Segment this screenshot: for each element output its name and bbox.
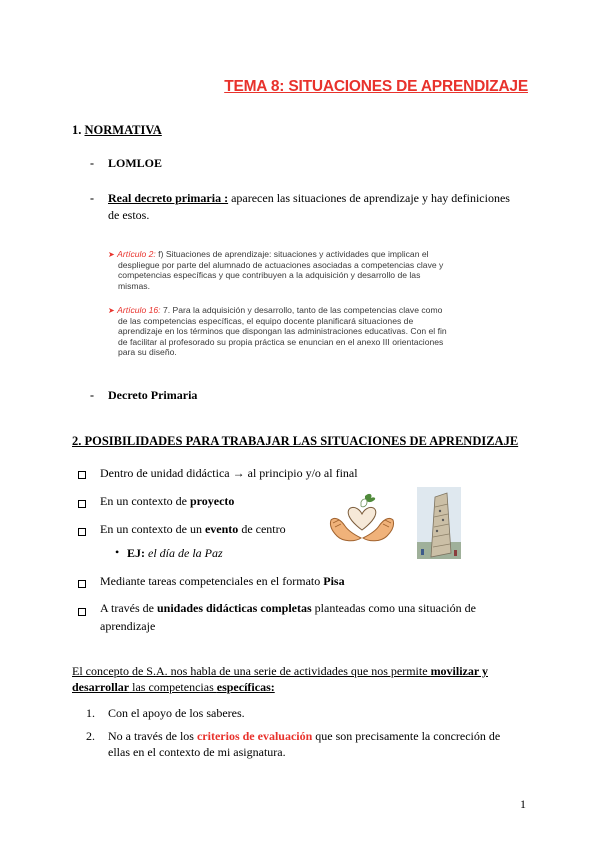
real-decreto-label: Real decreto primaria : [108, 191, 229, 205]
real-decreto-text: aparecen las situaciones de aprendizaje y hay definiciones [228, 191, 510, 205]
bullet-text: En un contexto de un [100, 522, 205, 536]
bullet-text: En un contexto de [100, 494, 190, 508]
bullet-text: planteadas como una situación de [311, 601, 476, 615]
bullet-proyecto [100, 494, 234, 509]
bullet-unidad-didactica: Dentro de unidad didáctica → al principio y/o al final [100, 466, 358, 480]
square-bullet-icon [78, 577, 86, 592]
quote-text: de las competencias específicas, el equipo docente planificará situaciones de [118, 316, 414, 327]
square-bullet-icon [78, 605, 86, 620]
example-text: el día de la Paz [145, 546, 223, 560]
item-lomloe: LOMLOE [108, 156, 163, 170]
bullet-unidades-completas-line2: aprendizaje [100, 619, 156, 633]
bullet-evento [100, 522, 286, 537]
quote-text: de facilitar al profesorado su propia práctica se enuncian en el anexo III orientaciones [118, 336, 444, 347]
arrow-bullet-icon: ➤ [108, 250, 115, 259]
bullet-unidades-completas [100, 601, 476, 616]
arrow-bullet-icon: ➤ [108, 306, 115, 315]
list-number-2: 2. [86, 729, 95, 743]
concept-bold: movilizar y [430, 664, 488, 678]
bullet-bold: Pisa [323, 574, 345, 588]
page-title: TEMA 8: SITUACIONES DE APRENDIZAJE [224, 78, 528, 95]
quote-text: competencias específicas y que contribuyen a la adquisición y desarrollo de las [118, 270, 421, 281]
quote-label: Artículo 16: [117, 305, 161, 315]
list-text: No a través de los [108, 729, 197, 743]
concept-text: El concepto de S.A. nos habla de una serie de actividades que nos permite [72, 664, 431, 678]
bullet-pisa [100, 574, 345, 589]
concept-line-2 [72, 680, 275, 695]
list-item-1: Con el apoyo de los saberes. [108, 706, 245, 720]
concept-text: las competencias [129, 680, 217, 694]
leaning-tower-human-pyramid-image [417, 487, 461, 559]
concept-bold: específicas: [216, 680, 275, 694]
item-real-decreto [108, 191, 510, 206]
dash-marker: - [90, 191, 94, 205]
square-bullet-icon [78, 468, 86, 483]
quote-text: mismas. [118, 280, 150, 291]
list-item-2-line2: ellas en el contexto de mi asignatura. [108, 745, 286, 759]
list-item-2 [108, 729, 500, 744]
quote-text: f) Situaciones de aprendizaje: situaciones y actividades que implican el [155, 249, 429, 259]
section-2-heading: 2. POSIBILIDADES PARA TRABAJAR LAS SITUACIONES DE APRENDIZAJE [72, 434, 519, 448]
quote-articulo-16 [108, 305, 448, 357]
quote-text: para su diseño. [118, 346, 177, 357]
concept-line-1 [72, 664, 488, 679]
section-1-title: NORMATIVA [84, 123, 162, 137]
page-number: 1 [520, 797, 526, 811]
list-text: que son precisamente la concreción de [312, 729, 501, 743]
sub-bullet-dia-paz [127, 546, 223, 561]
section-1-heading [72, 123, 162, 138]
bullet-text: de centro [238, 522, 286, 536]
quote-label: Artículo 2: [117, 249, 156, 259]
bullet-bold: unidades didácticas completas [156, 601, 312, 615]
quote-articulo-2 [108, 249, 448, 291]
section-1-number: 1. [72, 123, 82, 137]
bullet-text: A través de [100, 601, 157, 615]
real-decreto-text-line2: de estos. [108, 208, 150, 222]
round-bullet-icon: • [115, 545, 120, 559]
item-decreto-primaria: Decreto Primaria [108, 388, 198, 402]
list-number-1: 1. [86, 706, 95, 720]
example-label: EJ: [127, 546, 145, 560]
quote-text: despliegue por parte del alumnado de actuaciones asociadas a competencias clave y [118, 260, 444, 271]
square-bullet-icon [78, 497, 86, 512]
bullet-bold: proyecto [189, 494, 235, 508]
list-highlight: criterios de evaluación [196, 729, 313, 743]
hands-holding-heart-dove-icon [327, 490, 397, 546]
square-bullet-icon [78, 525, 86, 540]
bullet-bold: evento [204, 522, 239, 536]
concept-bold: desarrollar [72, 680, 130, 694]
dash-marker: - [90, 156, 94, 170]
dash-marker: - [90, 388, 94, 402]
quote-text: aprendizaje en los términos que dispongan las administraciones educativas. Con el fin [118, 326, 447, 337]
bullet-text: Mediante tareas competenciales en el formato [100, 574, 324, 588]
quote-text: 7. Para la adquisición y desarrollo, tanto de las competencias clave como [160, 305, 443, 315]
